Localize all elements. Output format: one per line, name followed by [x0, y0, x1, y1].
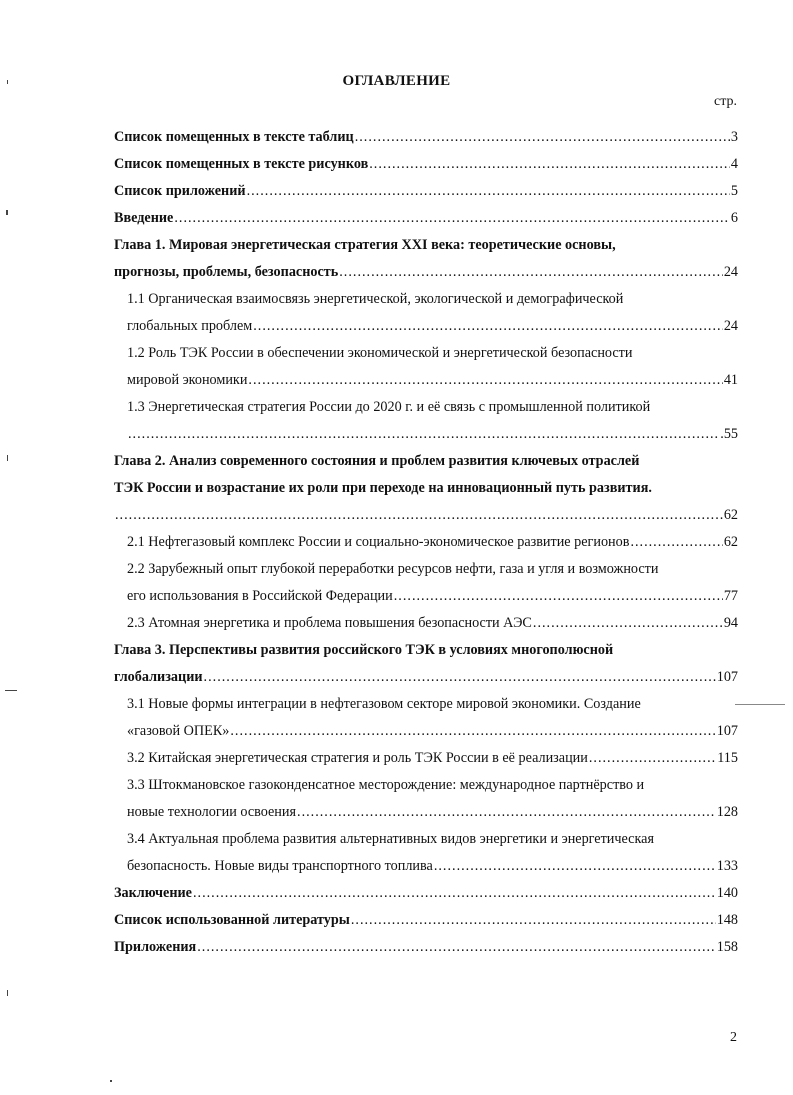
toc-chapter-3-title: Глава 3. Перспективы развития российского ТЭК в условиях многополюсной — [114, 642, 614, 658]
toc-chapter-2: ..... 62 — [114, 506, 738, 524]
toc-entry-conclusion: Заключение ..... 140 — [114, 884, 738, 902]
page-title: ОГЛАВЛЕНИЕ — [342, 73, 451, 89]
toc-entry-appendices-list: Список приложений ..... 5 — [114, 182, 738, 200]
toc-entry-appendices: Приложения ..... 158 — [114, 938, 738, 956]
toc-section-1-1-title: 1.1 Органическая взаимосвязь энергетической, экологической и демографической — [127, 291, 624, 307]
toc-section-2-1: 2.1 Нефтегазовый комплекс России и социально-экономическое развитие регионов ..... 62 — [127, 533, 738, 551]
toc-section-3-3: новые технологии освоения ..... 128 — [127, 803, 738, 821]
toc-chapter-2-title-line2: ТЭК России и возрастание их роли при переходе на инновационный путь развития. — [114, 480, 652, 496]
toc-entry-intro: Введение ..... 6 — [114, 209, 738, 227]
toc-section-3-4-title: 3.4 Актуальная проблема развития альтернативных видов энергетики и энергетическая — [127, 831, 654, 847]
toc-section-1-2: мировой экономики ..... 41 — [127, 371, 738, 389]
toc-chapter-3: глобализации ..... 107 — [114, 668, 738, 686]
scan-speck — [5, 690, 17, 691]
page-number: 2 — [730, 1030, 737, 1045]
toc-section-1-2-title: 1.2 Роль ТЭК России в обеспечении экономической и энергетической безопасности — [127, 345, 633, 361]
toc-entry-tables: Список помещенных в тексте таблиц ..... 3 — [114, 128, 738, 146]
scan-speck — [7, 990, 8, 996]
scan-speck — [110, 1080, 112, 1082]
toc-section-3-3-title: 3.3 Штокмановское газоконденсатное месторождение: международное партнёрство и — [127, 777, 645, 793]
toc-section-2-2: его использования в Российской Федерации ..... 77 — [127, 587, 738, 605]
toc-section-3-1: «газовой ОПЕК» ..... 107 — [127, 722, 738, 740]
toc-section-3-2: 3.2 Китайская энергетическая стратегия и роль ТЭК России в её реализации ..... 115 — [127, 749, 738, 767]
toc-entry-bibliography: Список использованной литературы ..... 148 — [114, 911, 738, 929]
toc-entry-figures: Список помещенных в тексте рисунков ..... 4 — [114, 155, 738, 173]
toc-chapter-1: прогнозы, проблемы, безопасность ..... 24 — [114, 263, 738, 281]
scan-speck — [735, 704, 785, 705]
toc-chapter-1-title: Глава 1. Мировая энергетическая стратегия XXI века: теоретические основы, — [114, 237, 616, 253]
scan-speck — [6, 210, 8, 215]
toc-section-1-1: глобальных проблем ..... 24 — [127, 317, 738, 335]
toc-section-3-4: безопасность. Новые виды транспортного топлива ..... 133 — [127, 857, 738, 875]
toc-section-2-2-title: 2.2 Зарубежный опыт глубокой переработки ресурсов нефти, газа и угля и возможности — [127, 561, 659, 577]
toc-section-1-3-title: 1.3 Энергетическая стратегия России до 2020 г. и её связь с промышленной политикой — [127, 399, 651, 415]
scan-speck — [7, 455, 8, 461]
page-column-label: стр. — [713, 94, 737, 109]
toc-section-3-1-title: 3.1 Новые формы интеграции в нефтегазовом секторе мировой экономики. Создание — [127, 696, 641, 712]
toc-section-1-3: ..... .55 — [127, 425, 738, 443]
toc-chapter-2-title-line1: Глава 2. Анализ современного состояния и проблем развития ключевых отраслей — [114, 453, 640, 469]
toc-section-2-3: 2.3 Атомная энергетика и проблема повышения безопасности АЭС ..... 94 — [127, 614, 738, 632]
scan-speck — [7, 80, 8, 84]
